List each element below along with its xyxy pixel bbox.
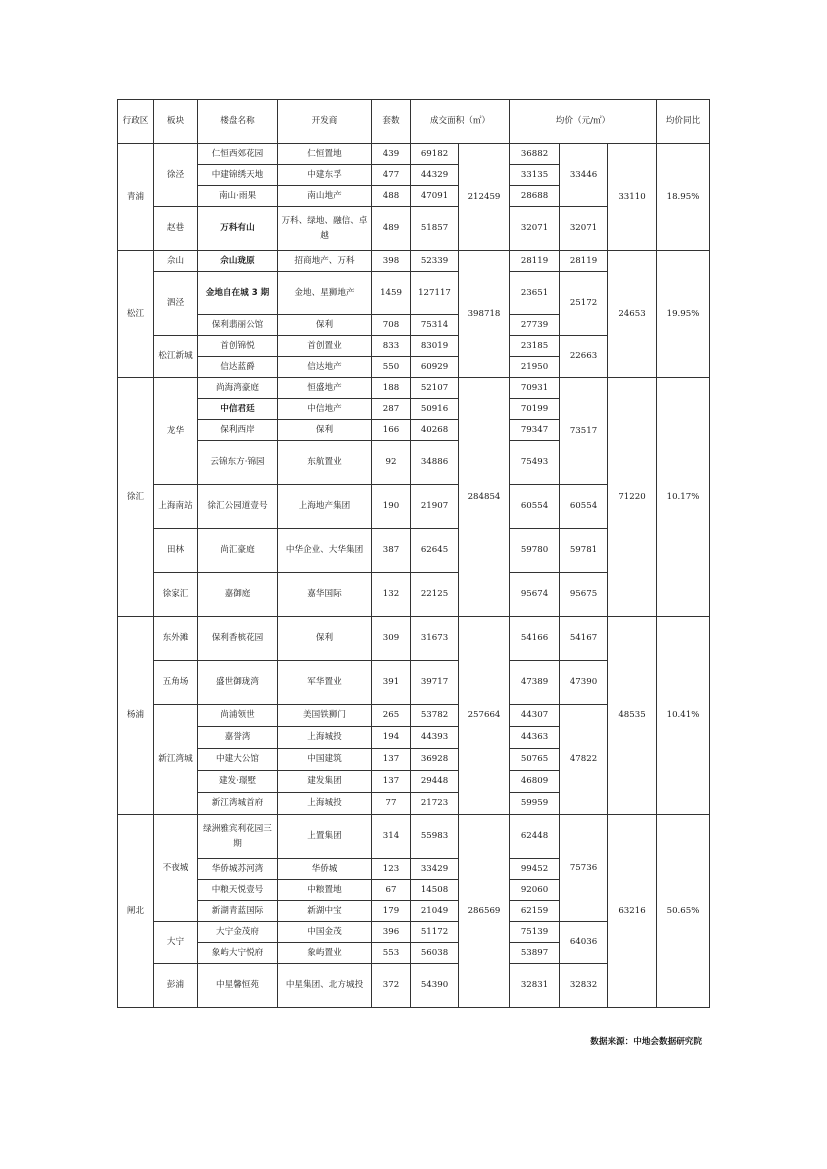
district-yoy-cell: 10.41% [657,617,710,815]
district-area-cell: 284854 [459,378,510,617]
developer-cell: 中粮置地 [278,880,372,901]
block-avg-cell: 60554 [560,485,608,529]
developer-cell: 军华置业 [278,661,372,705]
area-cell: 53782 [411,705,459,727]
price-cell: 59959 [510,793,560,815]
block-avg-cell: 33446 [560,144,608,207]
price-cell: 36882 [510,144,560,165]
project-cell: 信达蓝爵 [198,357,278,378]
block-cell: 佘山 [154,251,198,272]
project-cell: 绿洲雅宾利花园三期 [198,815,278,859]
block-cell: 上海南站 [154,485,198,529]
units-cell: 194 [372,727,411,749]
developer-cell: 中星集团、北方城投 [278,964,372,1008]
block-cell: 龙华 [154,378,198,485]
developer-cell: 保利 [278,420,372,441]
price-cell: 95674 [510,573,560,617]
project-cell: 中信君廷 [198,399,278,420]
units-cell: 550 [372,357,411,378]
area-cell: 52107 [411,378,459,399]
area-cell: 14508 [411,880,459,901]
price-cell: 23651 [510,272,560,315]
price-cell: 47389 [510,661,560,705]
units-cell: 92 [372,441,411,485]
table-row [118,378,710,399]
project-cell: 尚汇豪庭 [198,529,278,573]
header-developer: 开发商 [278,100,372,144]
price-cell: 79347 [510,420,560,441]
developer-cell: 新湖中宝 [278,901,372,922]
developer-cell: 恒盛地产 [278,378,372,399]
developer-cell: 首创置业 [278,336,372,357]
price-cell: 70931 [510,378,560,399]
district-area-cell: 257664 [459,617,510,815]
developer-cell: 中信地产 [278,399,372,420]
units-cell: 488 [372,186,411,207]
units-cell: 439 [372,144,411,165]
developer-cell: 招商地产、万科 [278,251,372,272]
project-cell: 新江湾城首府 [198,793,278,815]
block-avg-cell: 32071 [560,207,608,251]
transaction-table [117,99,710,1008]
block-cell: 松江新城 [154,336,198,378]
units-cell: 137 [372,771,411,793]
price-cell: 28119 [510,251,560,272]
price-cell: 70199 [510,399,560,420]
area-cell: 55983 [411,815,459,859]
price-cell: 59780 [510,529,560,573]
price-cell: 75139 [510,922,560,943]
district-yoy-cell: 10.17% [657,378,710,617]
block-avg-cell: 95675 [560,573,608,617]
developer-cell: 上海城投 [278,793,372,815]
block-cell: 新江湾城 [154,705,198,815]
block-cell: 大宁 [154,922,198,964]
area-cell: 52339 [411,251,459,272]
price-cell: 50765 [510,749,560,771]
area-cell: 44329 [411,165,459,186]
area-cell: 69182 [411,144,459,165]
developer-cell: 建发集团 [278,771,372,793]
area-cell: 22125 [411,573,459,617]
developer-cell: 中建东孚 [278,165,372,186]
area-cell: 31673 [411,617,459,661]
area-cell: 47091 [411,186,459,207]
area-cell: 50916 [411,399,459,420]
developer-cell: 保利 [278,617,372,661]
project-cell: 金地自在城 3 期 [198,272,278,315]
header-row [118,100,710,144]
project-cell: 建发·璟墅 [198,771,278,793]
units-cell: 188 [372,378,411,399]
price-cell: 28688 [510,186,560,207]
table-row [118,617,710,661]
block-cell: 东外滩 [154,617,198,661]
district-cell: 青浦 [118,144,154,251]
area-cell: 83019 [411,336,459,357]
header-area: 成交面积（㎡） [411,100,510,144]
units-cell: 1459 [372,272,411,315]
project-cell: 中星馨恒苑 [198,964,278,1008]
table-row [118,251,710,272]
developer-cell: 仁恒置地 [278,144,372,165]
project-cell: 佘山珑原 [198,251,278,272]
units-cell: 123 [372,859,411,880]
table-row [118,144,710,165]
area-cell: 54390 [411,964,459,1008]
area-cell: 21907 [411,485,459,529]
developer-cell: 中国金茂 [278,922,372,943]
developer-cell: 东航置业 [278,441,372,485]
project-cell: 中建大公馆 [198,749,278,771]
block-avg-cell: 73517 [560,378,608,485]
project-cell: 嘉誉湾 [198,727,278,749]
header-avg-price: 均价（元/㎡） [510,100,657,144]
project-cell: 中粮天悦壹号 [198,880,278,901]
district-avg-cell: 24653 [608,251,657,378]
area-cell: 21049 [411,901,459,922]
block-cell: 彭浦 [154,964,198,1008]
project-cell: 南山·雨果 [198,186,278,207]
price-cell: 46809 [510,771,560,793]
district-area-cell: 286569 [459,815,510,1008]
project-cell: 嘉御庭 [198,573,278,617]
developer-cell: 南山地产 [278,186,372,207]
district-cell: 松江 [118,251,154,378]
block-cell: 徐泾 [154,144,198,207]
district-yoy-cell: 19.95% [657,251,710,378]
district-avg-cell: 63216 [608,815,657,1008]
block-avg-cell: 75736 [560,815,608,922]
area-cell: 60929 [411,357,459,378]
block-avg-cell: 64036 [560,922,608,964]
project-cell: 盛世御珑湾 [198,661,278,705]
area-cell: 56038 [411,943,459,964]
units-cell: 265 [372,705,411,727]
area-cell: 62645 [411,529,459,573]
developer-cell: 华侨城 [278,859,372,880]
block-cell: 徐家汇 [154,573,198,617]
district-cell: 闸北 [118,815,154,1008]
block-cell: 田林 [154,529,198,573]
developer-cell: 上置集团 [278,815,372,859]
block-avg-cell: 25172 [560,272,608,336]
price-cell: 32071 [510,207,560,251]
area-cell: 44393 [411,727,459,749]
units-cell: 77 [372,793,411,815]
units-cell: 137 [372,749,411,771]
district-area-cell: 212459 [459,144,510,251]
block-cell: 赵巷 [154,207,198,251]
units-cell: 391 [372,661,411,705]
project-cell: 尚浦领世 [198,705,278,727]
area-cell: 21723 [411,793,459,815]
units-cell: 132 [372,573,411,617]
project-cell: 仁恒西郊花园 [198,144,278,165]
project-cell: 徐汇公园道壹号 [198,485,278,529]
units-cell: 309 [372,617,411,661]
area-cell: 33429 [411,859,459,880]
area-cell: 39717 [411,661,459,705]
developer-cell: 中国建筑 [278,749,372,771]
price-cell: 21950 [510,357,560,378]
project-cell: 大宁金茂府 [198,922,278,943]
units-cell: 477 [372,165,411,186]
block-avg-cell: 47390 [560,661,608,705]
price-cell: 53897 [510,943,560,964]
project-cell: 保利西岸 [198,420,278,441]
units-cell: 833 [372,336,411,357]
area-cell: 34886 [411,441,459,485]
project-cell: 万科有山 [198,207,278,251]
block-avg-cell: 59781 [560,529,608,573]
block-avg-cell: 54167 [560,617,608,661]
units-cell: 314 [372,815,411,859]
price-cell: 60554 [510,485,560,529]
area-cell: 75314 [411,315,459,336]
header-units: 套数 [372,100,411,144]
project-cell: 保利香槟花园 [198,617,278,661]
units-cell: 166 [372,420,411,441]
project-cell: 中建锦绣天地 [198,165,278,186]
price-cell: 62159 [510,901,560,922]
developer-cell: 金地、星狮地产 [278,272,372,315]
header-block: 板块 [154,100,198,144]
developer-cell: 万科、绿地、融信、卓越 [278,207,372,251]
units-cell: 398 [372,251,411,272]
price-cell: 33135 [510,165,560,186]
block-avg-cell: 47822 [560,705,608,815]
area-cell: 40268 [411,420,459,441]
header-district: 行政区 [118,100,154,144]
price-cell: 92060 [510,880,560,901]
block-cell: 不夜城 [154,815,198,922]
developer-cell: 上海地产集团 [278,485,372,529]
project-cell: 首创锦悦 [198,336,278,357]
district-cell: 杨浦 [118,617,154,815]
price-cell: 99452 [510,859,560,880]
developer-cell: 信达地产 [278,357,372,378]
developer-cell: 嘉华国际 [278,573,372,617]
area-cell: 29448 [411,771,459,793]
project-cell: 华侨城苏河湾 [198,859,278,880]
project-cell: 云锦东方·锦园 [198,441,278,485]
units-cell: 387 [372,529,411,573]
units-cell: 372 [372,964,411,1008]
project-cell: 新湖青蓝国际 [198,901,278,922]
developer-cell: 中华企业、大华集团 [278,529,372,573]
data-source-note: 数据来源：中地会数据研究院 [590,1037,702,1047]
developer-cell: 保利 [278,315,372,336]
developer-cell: 上海城投 [278,727,372,749]
block-cell: 泗泾 [154,272,198,336]
units-cell: 287 [372,399,411,420]
area-cell: 51857 [411,207,459,251]
price-cell: 44363 [510,727,560,749]
block-avg-cell: 22663 [560,336,608,378]
district-yoy-cell: 50.65% [657,815,710,1008]
header-project: 楼盘名称 [198,100,278,144]
header-yoy: 均价同比 [657,100,710,144]
units-cell: 396 [372,922,411,943]
project-cell: 象屿大宁悦府 [198,943,278,964]
units-cell: 179 [372,901,411,922]
area-cell: 127117 [411,272,459,315]
block-avg-cell: 32832 [560,964,608,1008]
units-cell: 190 [372,485,411,529]
price-cell: 54166 [510,617,560,661]
area-cell: 51172 [411,922,459,943]
block-cell: 五角场 [154,661,198,705]
units-cell: 553 [372,943,411,964]
units-cell: 67 [372,880,411,901]
units-cell: 708 [372,315,411,336]
district-avg-cell: 71220 [608,378,657,617]
price-cell: 32831 [510,964,560,1008]
district-cell: 徐汇 [118,378,154,617]
price-cell: 44307 [510,705,560,727]
district-area-cell: 398718 [459,251,510,378]
project-cell: 尚海湾豪庭 [198,378,278,399]
district-yoy-cell: 18.95% [657,144,710,251]
developer-cell: 象屿置业 [278,943,372,964]
price-cell: 23185 [510,336,560,357]
developer-cell: 美国铁狮门 [278,705,372,727]
area-cell: 36928 [411,749,459,771]
units-cell: 489 [372,207,411,251]
block-avg-cell: 28119 [560,251,608,272]
price-cell: 27739 [510,315,560,336]
price-cell: 62448 [510,815,560,859]
district-avg-cell: 48535 [608,617,657,815]
district-avg-cell: 33110 [608,144,657,251]
table-row [118,815,710,859]
price-cell: 75493 [510,441,560,485]
project-cell: 保利翡丽公馆 [198,315,278,336]
